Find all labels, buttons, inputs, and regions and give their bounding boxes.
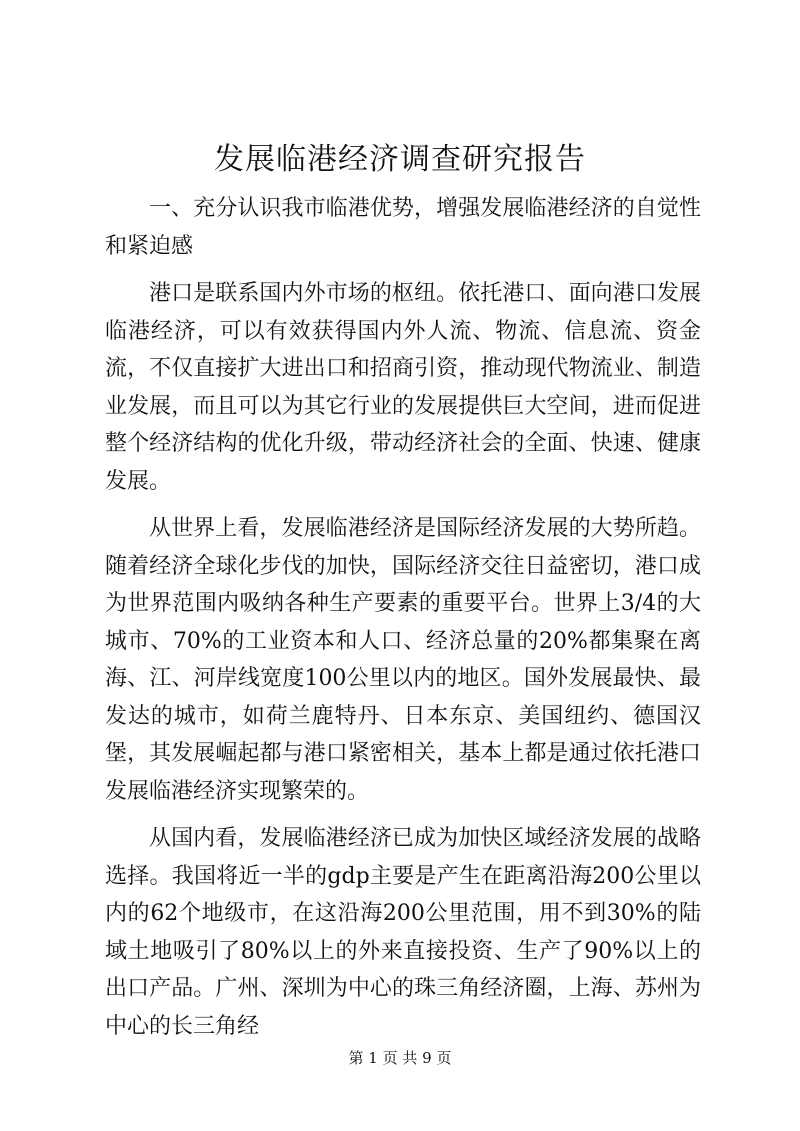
document-body	[105, 190, 701, 1055]
paragraph-domestic-view: 从国内看，发展临港经济已成为加快区域经济发展的战略选择。我国将近一半的gdp主要是产生在距离沿海200公里以内的62个地级市，在这沿海200公里范围，用不到30%的陆域土地吸引了80%以上的外来直接投资、生产了90%以上的出口产品。广州、深圳为中心的珠三角经济圈，上海、苏州为中心的长三角经	[105, 826, 701, 1039]
paragraph-port-hub: 港口是联系国内外市场的枢纽。依托港口、面向港口发展临港经济，可以有效获得国内外人流、物流、信息流、资金流，不仅直接扩大进出口和招商引资，推动现代物流业、制造业发展，而且可以为其它行业的发展提供巨大空间，进而促进整个经济结构的优化升级，带动经济社会的全面、快速、健康发展。	[105, 281, 701, 494]
section-heading: 一、充分认识我市临港优势，增强发展临港经济的自觉性和紧迫感	[105, 196, 701, 259]
paragraph-world-view: 从世界上看，发展临港经济是国际经济发展的大势所趋。随着经济全球化步伐的加快，国际经济交往日益密切，港口成为世界范围内吸纳各种生产要素的重要平台。世界上3/4的大城市、70%的工业资本和人口、经济总量的20%都集聚在离海、江、河岸线宽度100公里以内的地区。国外发展最快、最发达的城市，如荷兰鹿特丹、日本东京、美国纽约、德国汉堡，其发展崛起都与港口紧密相关，基本上都是通过依托港口发展临港经济实现繁荣的。	[105, 516, 701, 804]
page-footer: 第 1 页 共 9 页	[348, 1049, 452, 1067]
document-title: 发展临港经济调查研究报告	[214, 142, 586, 177]
